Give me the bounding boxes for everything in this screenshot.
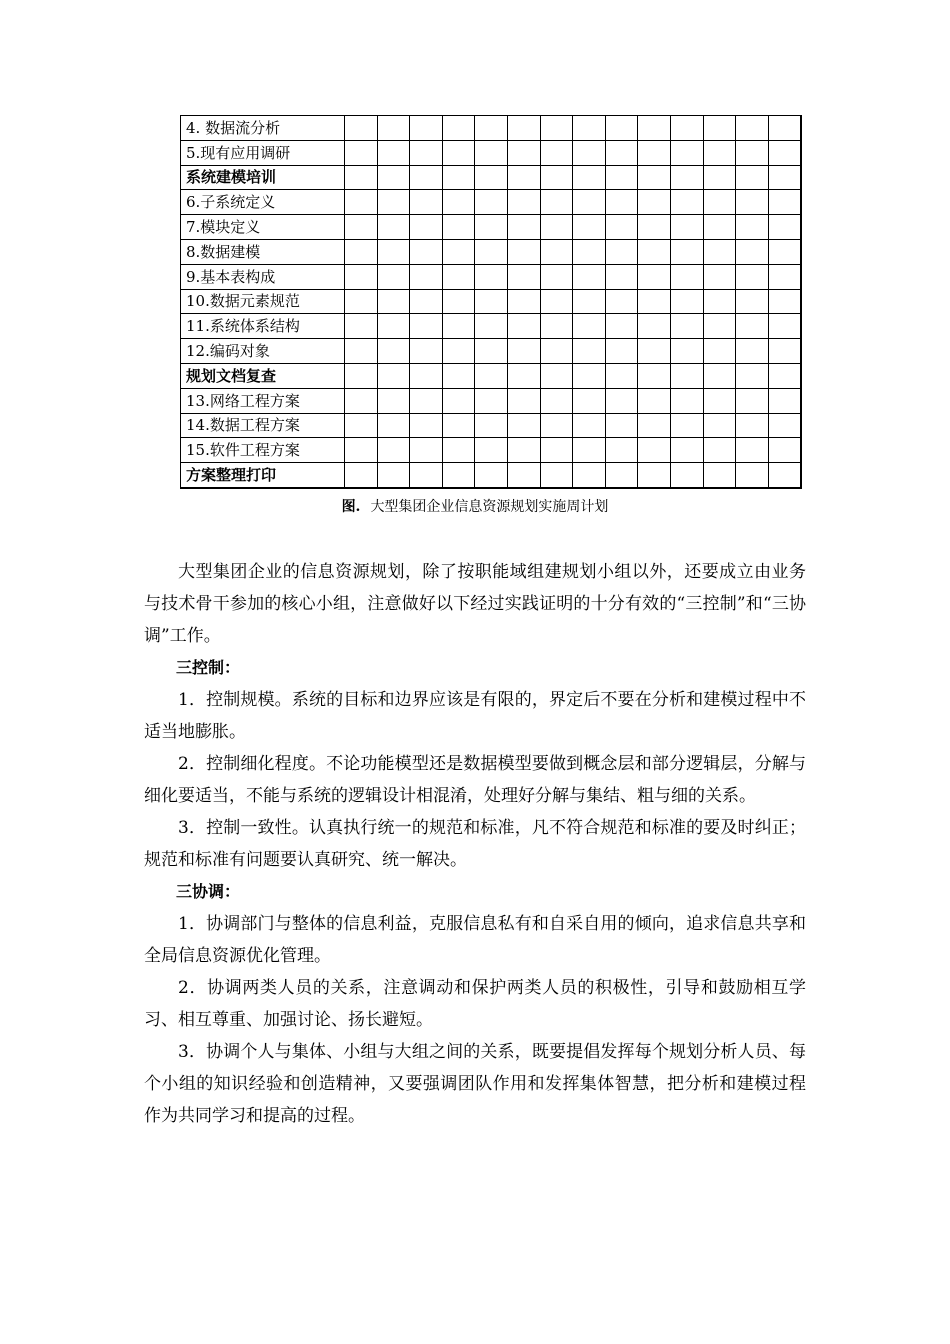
week-cell xyxy=(345,215,378,240)
week-cell xyxy=(703,289,736,314)
week-cell xyxy=(768,363,801,388)
week-cell xyxy=(345,463,378,488)
week-cell xyxy=(768,165,801,190)
week-cell xyxy=(605,264,638,289)
week-cell xyxy=(377,165,410,190)
week-cell xyxy=(638,438,671,463)
week-cell xyxy=(573,116,606,141)
table-row xyxy=(181,438,802,463)
week-cell xyxy=(540,289,573,314)
week-cell xyxy=(736,363,769,388)
week-cell xyxy=(703,438,736,463)
week-cell xyxy=(768,264,801,289)
week-cell xyxy=(670,264,703,289)
week-cell xyxy=(573,438,606,463)
week-cell xyxy=(377,215,410,240)
week-cell xyxy=(573,165,606,190)
task-label: 15.软件工程方案 xyxy=(181,438,345,463)
week-cell xyxy=(540,140,573,165)
task-label: 5.现有应用调研 xyxy=(181,140,345,165)
week-cell xyxy=(410,140,443,165)
week-cell xyxy=(768,339,801,364)
table-row xyxy=(181,388,802,413)
week-cell xyxy=(442,289,475,314)
week-cell xyxy=(410,388,443,413)
task-label: 系统建模培训 xyxy=(181,165,345,190)
week-cell xyxy=(345,363,378,388)
week-cell xyxy=(670,239,703,264)
week-cell xyxy=(703,413,736,438)
week-cell xyxy=(703,165,736,190)
table-section-row xyxy=(181,165,802,190)
week-cell xyxy=(540,314,573,339)
week-cell xyxy=(573,339,606,364)
week-cell xyxy=(507,314,540,339)
task-label: 13.网络工程方案 xyxy=(181,388,345,413)
week-cell xyxy=(475,363,508,388)
week-cell xyxy=(670,363,703,388)
week-cell xyxy=(377,339,410,364)
week-cell xyxy=(736,215,769,240)
week-cell xyxy=(442,314,475,339)
week-cell xyxy=(507,388,540,413)
week-cell xyxy=(540,116,573,141)
week-cell xyxy=(442,264,475,289)
week-cell xyxy=(573,463,606,488)
week-cell xyxy=(475,339,508,364)
week-cell xyxy=(768,116,801,141)
week-cell xyxy=(540,215,573,240)
week-cell xyxy=(345,388,378,413)
week-cell xyxy=(475,314,508,339)
week-cell xyxy=(377,190,410,215)
week-cell xyxy=(638,215,671,240)
week-cell xyxy=(442,363,475,388)
week-cell xyxy=(442,413,475,438)
week-cell xyxy=(703,215,736,240)
week-cell xyxy=(475,116,508,141)
figure-caption xyxy=(0,496,950,516)
week-cell xyxy=(638,165,671,190)
week-cell xyxy=(638,339,671,364)
table-row xyxy=(181,116,802,141)
table-row xyxy=(181,215,802,240)
week-cell xyxy=(736,463,769,488)
task-label: 11.系统体系结构 xyxy=(181,314,345,339)
week-cell xyxy=(768,239,801,264)
week-cell xyxy=(573,388,606,413)
week-cell xyxy=(540,413,573,438)
week-cell xyxy=(736,239,769,264)
week-cell xyxy=(410,413,443,438)
week-cell xyxy=(507,363,540,388)
week-cell xyxy=(638,314,671,339)
week-cell xyxy=(573,314,606,339)
week-cell xyxy=(638,463,671,488)
paragraph: 3．控制一致性。认真执行统一的规范和标准，凡不符合规范和标准的要及时纠正；规范和标准有问题要认真研究、统一解决。 xyxy=(144,818,806,870)
weekly-schedule-table xyxy=(180,115,802,489)
week-cell xyxy=(410,339,443,364)
week-cell xyxy=(475,215,508,240)
week-cell xyxy=(475,264,508,289)
week-cell xyxy=(410,116,443,141)
week-cell xyxy=(540,339,573,364)
week-cell xyxy=(442,388,475,413)
week-cell xyxy=(345,413,378,438)
week-cell xyxy=(703,264,736,289)
week-cell xyxy=(507,116,540,141)
task-label: 6.子系统定义 xyxy=(181,190,345,215)
week-cell xyxy=(736,388,769,413)
week-cell xyxy=(507,165,540,190)
week-cell xyxy=(670,215,703,240)
week-cell xyxy=(540,165,573,190)
week-cell xyxy=(540,264,573,289)
week-cell xyxy=(605,463,638,488)
week-cell xyxy=(507,140,540,165)
week-cell xyxy=(475,165,508,190)
week-cell xyxy=(442,116,475,141)
week-cell xyxy=(605,388,638,413)
week-cell xyxy=(410,314,443,339)
paragraph: 2．协调两类人员的关系，注意调动和保护两类人员的积极性，引导和鼓励相互学习、相互尊重、加强讨论、扬长避短。 xyxy=(144,978,806,1030)
week-cell xyxy=(670,339,703,364)
paragraph: 大型集团企业的信息资源规划，除了按职能域组建规划小组以外，还要成立由业务与技术骨干参加的核心小组，注意做好以下经过实践证明的十分有效的“三控制”和“三协调”工作。 xyxy=(144,562,806,646)
week-cell xyxy=(670,314,703,339)
week-cell xyxy=(377,388,410,413)
week-cell xyxy=(605,438,638,463)
week-cell xyxy=(768,413,801,438)
week-cell xyxy=(377,239,410,264)
week-cell xyxy=(540,363,573,388)
week-cell xyxy=(475,140,508,165)
week-cell xyxy=(605,116,638,141)
week-cell xyxy=(703,239,736,264)
table-row xyxy=(181,190,802,215)
week-cell xyxy=(605,339,638,364)
week-cell xyxy=(507,438,540,463)
week-cell xyxy=(377,413,410,438)
week-cell xyxy=(703,339,736,364)
week-cell xyxy=(638,116,671,141)
week-cell xyxy=(605,165,638,190)
task-label: 4. 数据流分析 xyxy=(181,116,345,141)
week-cell xyxy=(410,264,443,289)
paragraph: 2．控制细化程度。不论功能模型还是数据模型要做到概念层和部分逻辑层，分解与细化要适当，不能与系统的逻辑设计相混淆，处理好分解与集结、粗与细的关系。 xyxy=(144,754,806,806)
week-cell xyxy=(768,388,801,413)
week-cell xyxy=(605,140,638,165)
task-label: 9.基本表构成 xyxy=(181,264,345,289)
table-section-row xyxy=(181,363,802,388)
week-cell xyxy=(345,438,378,463)
week-cell xyxy=(442,165,475,190)
week-cell xyxy=(410,239,443,264)
week-cell xyxy=(507,239,540,264)
week-cell xyxy=(670,190,703,215)
week-cell xyxy=(638,289,671,314)
week-cell xyxy=(507,339,540,364)
week-cell xyxy=(768,215,801,240)
week-cell xyxy=(638,239,671,264)
week-cell xyxy=(377,264,410,289)
section-heading: 三控制： xyxy=(176,658,241,677)
week-cell xyxy=(638,140,671,165)
week-cell xyxy=(736,438,769,463)
week-cell xyxy=(605,289,638,314)
week-cell xyxy=(410,289,443,314)
paragraph: 1．控制规模。系统的目标和边界应该是有限的，界定后不要在分析和建模过程中不适当地膨胀。 xyxy=(144,690,806,742)
week-cell xyxy=(442,239,475,264)
week-cell xyxy=(768,190,801,215)
week-cell xyxy=(345,190,378,215)
week-cell xyxy=(377,140,410,165)
week-cell xyxy=(540,190,573,215)
week-cell xyxy=(605,190,638,215)
week-cell xyxy=(507,289,540,314)
week-cell xyxy=(605,215,638,240)
week-cell xyxy=(442,140,475,165)
week-cell xyxy=(573,140,606,165)
week-cell xyxy=(442,339,475,364)
table-row xyxy=(181,264,802,289)
task-label: 14.数据工程方案 xyxy=(181,413,345,438)
week-cell xyxy=(736,413,769,438)
week-cell xyxy=(670,413,703,438)
table-row xyxy=(181,339,802,364)
week-cell xyxy=(475,289,508,314)
week-cell xyxy=(377,438,410,463)
week-cell xyxy=(377,116,410,141)
document-body xyxy=(144,556,806,1132)
week-cell xyxy=(703,190,736,215)
week-cell xyxy=(670,438,703,463)
figure-caption-text: 大型集团企业信息资源规划实施周计划 xyxy=(370,499,609,515)
week-cell xyxy=(475,239,508,264)
week-cell xyxy=(703,388,736,413)
week-cell xyxy=(345,264,378,289)
table-row xyxy=(181,140,802,165)
section-heading: 三协调： xyxy=(176,882,241,901)
week-cell xyxy=(507,215,540,240)
week-cell xyxy=(768,463,801,488)
week-cell xyxy=(475,463,508,488)
week-cell xyxy=(507,463,540,488)
week-cell xyxy=(410,463,443,488)
week-cell xyxy=(442,190,475,215)
week-cell xyxy=(345,289,378,314)
week-cell xyxy=(670,140,703,165)
week-cell xyxy=(475,388,508,413)
week-cell xyxy=(475,190,508,215)
schedule-table-body xyxy=(181,116,802,488)
week-cell xyxy=(736,140,769,165)
week-cell xyxy=(410,438,443,463)
table-row xyxy=(181,413,802,438)
week-cell xyxy=(410,215,443,240)
week-cell xyxy=(638,190,671,215)
week-cell xyxy=(377,314,410,339)
task-label: 8.数据建模 xyxy=(181,239,345,264)
week-cell xyxy=(670,463,703,488)
week-cell xyxy=(475,413,508,438)
week-cell xyxy=(573,190,606,215)
week-cell xyxy=(573,413,606,438)
week-cell xyxy=(573,289,606,314)
week-cell xyxy=(670,289,703,314)
task-label: 规划文档复查 xyxy=(181,363,345,388)
week-cell xyxy=(410,363,443,388)
figure-label: 图. xyxy=(341,499,361,515)
week-cell xyxy=(638,413,671,438)
week-cell xyxy=(475,438,508,463)
week-cell xyxy=(345,140,378,165)
week-cell xyxy=(768,314,801,339)
week-cell xyxy=(540,239,573,264)
week-cell xyxy=(768,140,801,165)
paragraph: 3．协调个人与集体、小组与大组之间的关系，既要提倡发挥每个规划分析人员、每个小组的知识经验和创造精神，又要强调团队作用和发挥集体智慧，把分析和建模过程作为共同学习和提高的过程。 xyxy=(144,1042,806,1126)
week-cell xyxy=(768,289,801,314)
week-cell xyxy=(703,116,736,141)
week-cell xyxy=(410,165,443,190)
task-label: 10.数据元素规范 xyxy=(181,289,345,314)
week-cell xyxy=(573,215,606,240)
week-cell xyxy=(540,463,573,488)
week-cell xyxy=(703,363,736,388)
week-cell xyxy=(345,339,378,364)
table-row xyxy=(181,314,802,339)
task-label: 方案整理打印 xyxy=(181,463,345,488)
task-label: 7.模块定义 xyxy=(181,215,345,240)
table-section-row xyxy=(181,463,802,488)
week-cell xyxy=(638,388,671,413)
week-cell xyxy=(605,413,638,438)
week-cell xyxy=(410,190,443,215)
week-cell xyxy=(670,116,703,141)
week-cell xyxy=(670,388,703,413)
week-cell xyxy=(605,314,638,339)
week-cell xyxy=(573,239,606,264)
week-cell xyxy=(345,165,378,190)
week-cell xyxy=(442,463,475,488)
week-cell xyxy=(670,165,703,190)
week-cell xyxy=(377,363,410,388)
week-cell xyxy=(703,314,736,339)
week-cell xyxy=(736,165,769,190)
week-cell xyxy=(573,264,606,289)
week-cell xyxy=(345,314,378,339)
week-cell xyxy=(638,264,671,289)
week-cell xyxy=(736,314,769,339)
week-cell xyxy=(605,363,638,388)
week-cell xyxy=(573,363,606,388)
week-cell xyxy=(736,289,769,314)
table-row xyxy=(181,239,802,264)
week-cell xyxy=(345,116,378,141)
week-cell xyxy=(736,339,769,364)
week-cell xyxy=(736,116,769,141)
paragraph: 1．协调部门与整体的信息利益，克服信息私有和自采自用的倾向，追求信息共享和全局信息资源优化管理。 xyxy=(144,914,806,966)
week-cell xyxy=(507,190,540,215)
week-cell xyxy=(540,388,573,413)
week-cell xyxy=(377,289,410,314)
week-cell xyxy=(507,413,540,438)
week-cell xyxy=(540,438,573,463)
week-cell xyxy=(703,463,736,488)
week-cell xyxy=(638,363,671,388)
week-cell xyxy=(703,140,736,165)
week-cell xyxy=(442,438,475,463)
week-cell xyxy=(377,463,410,488)
task-label: 12.编码对象 xyxy=(181,339,345,364)
table-row xyxy=(181,289,802,314)
week-cell xyxy=(736,264,769,289)
week-cell xyxy=(507,264,540,289)
week-cell xyxy=(768,438,801,463)
week-cell xyxy=(345,239,378,264)
week-cell xyxy=(605,239,638,264)
week-cell xyxy=(736,190,769,215)
week-cell xyxy=(442,215,475,240)
